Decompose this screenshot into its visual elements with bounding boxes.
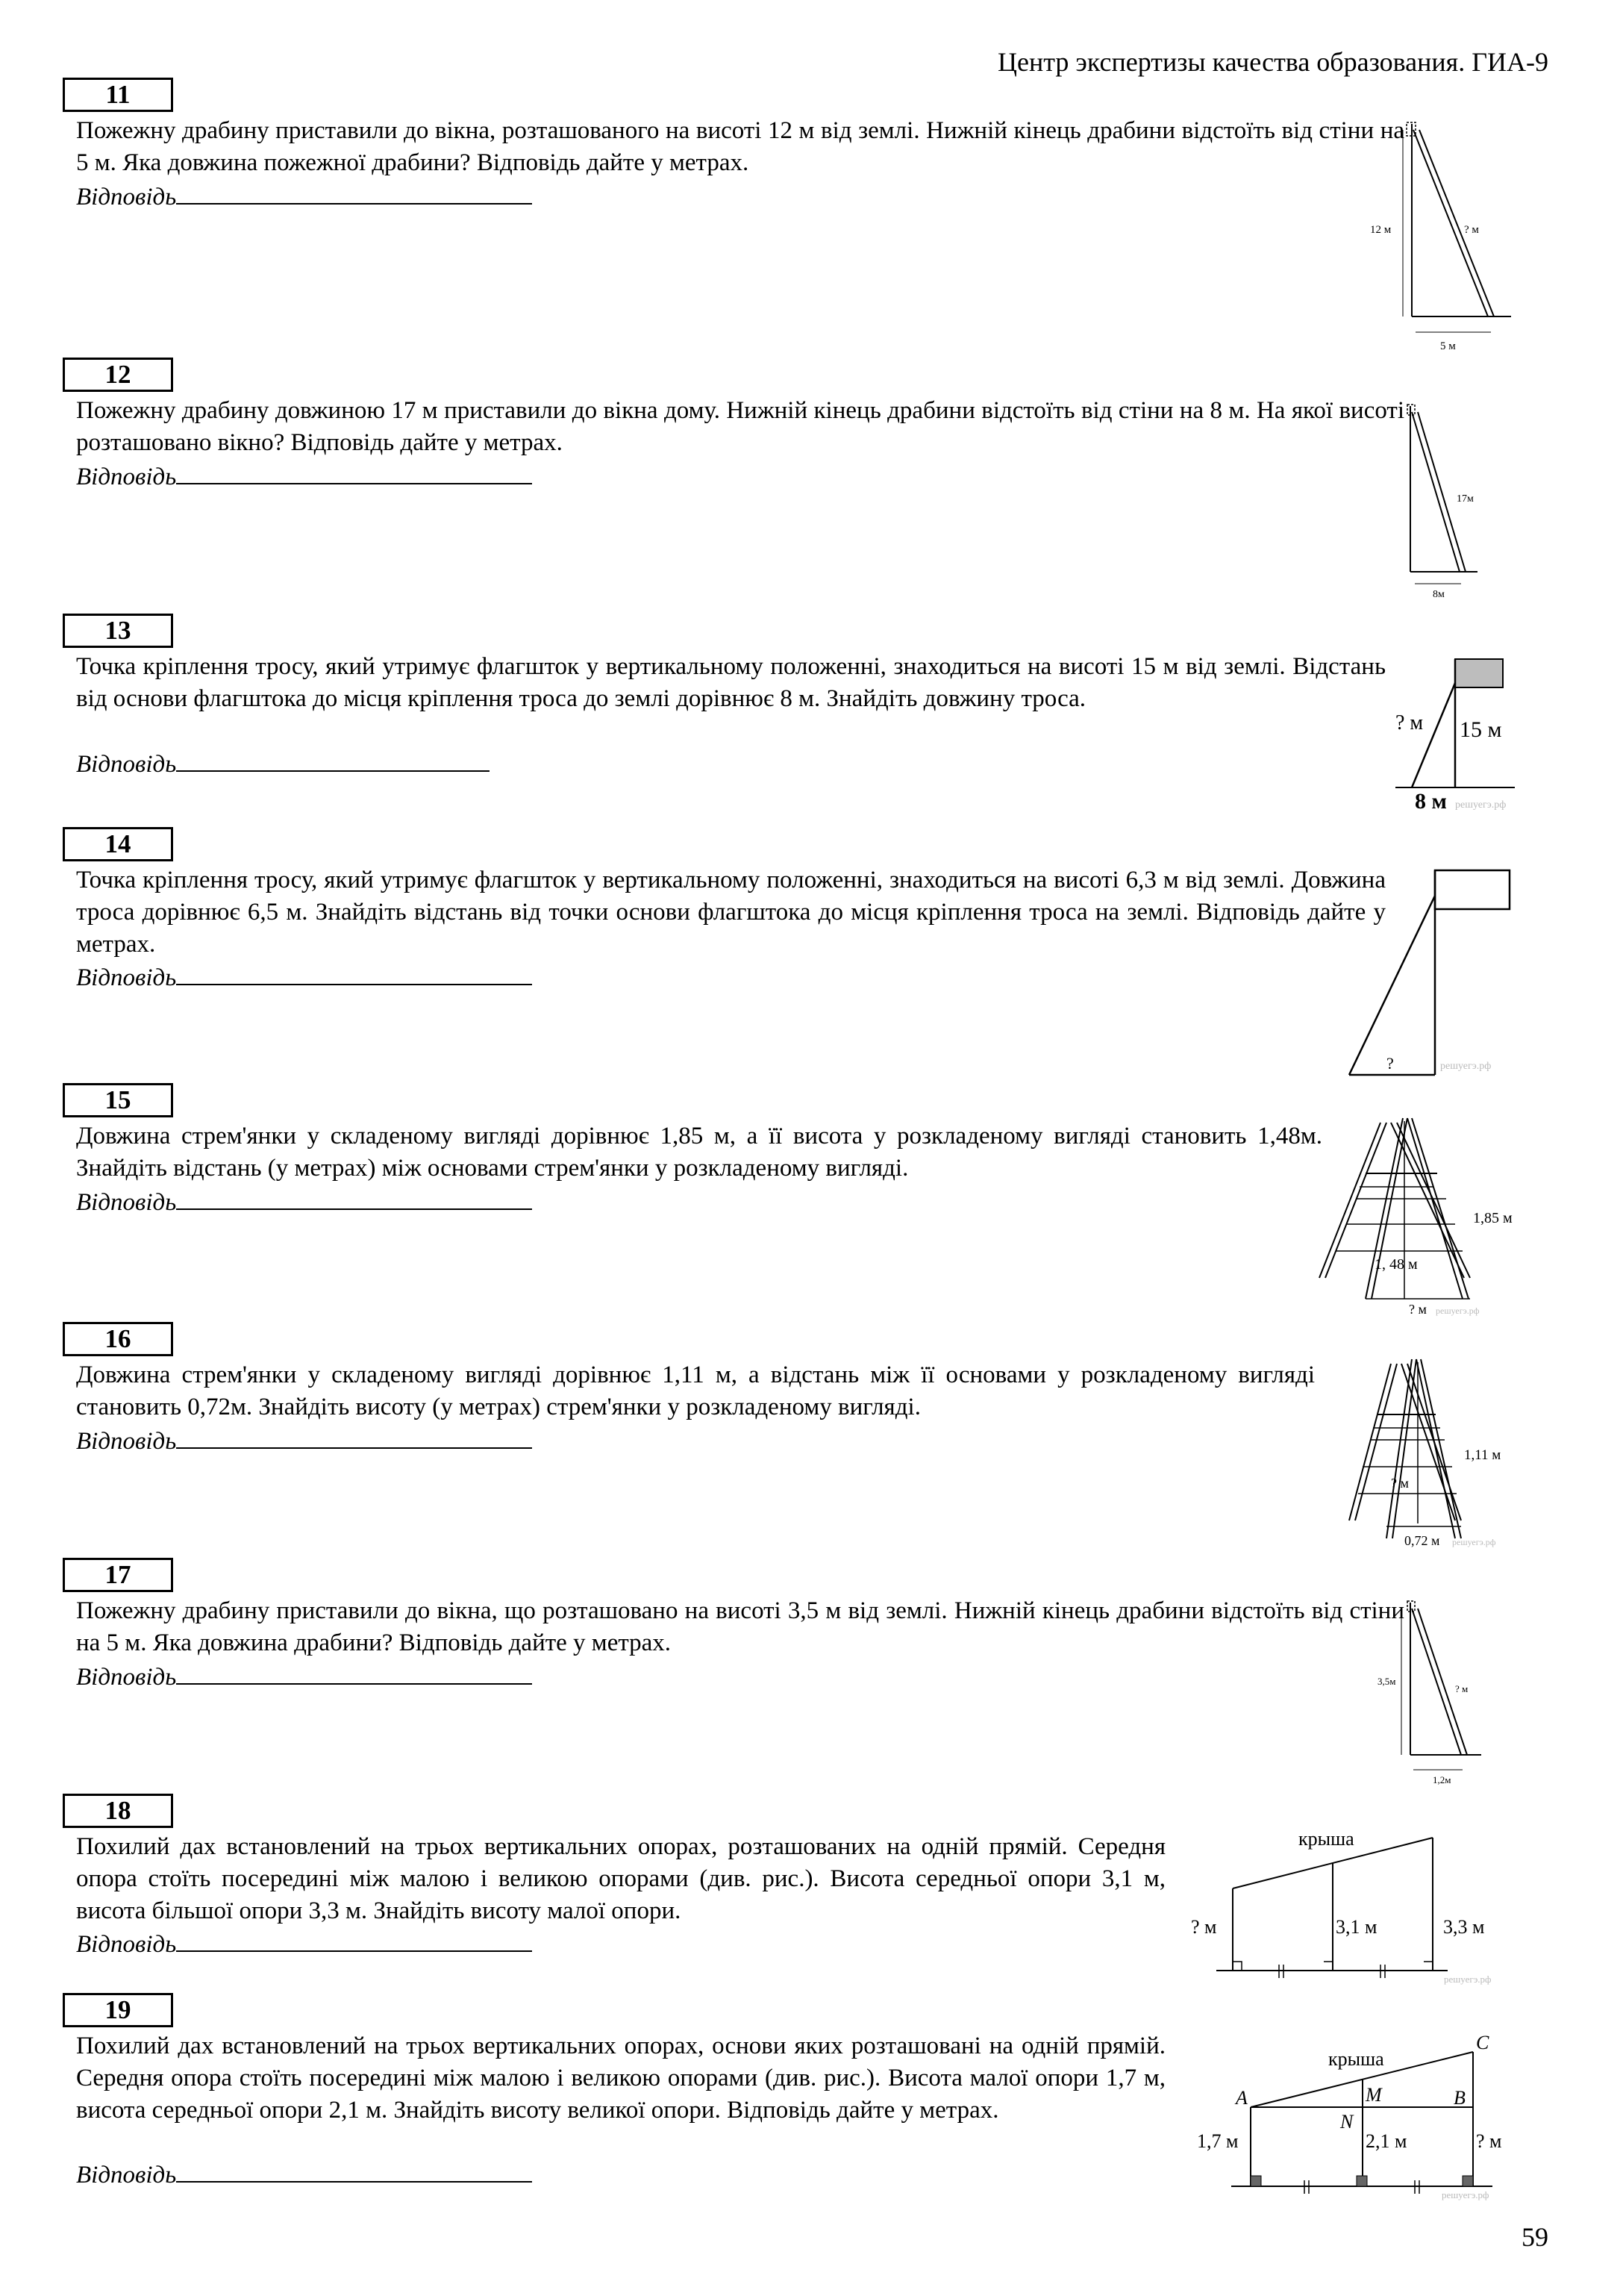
problem-text: Довжина стрем'янки у складеному вигляді дорівнює 1,11 м, а відстань між її основами у розкладеному вигляді становить 0,72м. Знайдіть висоту (у метрах) стрем'янки у розкладеному вигляді.: [76, 1361, 1315, 1420]
label-base: 1,2м: [1433, 1774, 1451, 1785]
figure-ladder-17: [1366, 1594, 1515, 1795]
label-height: 3,5м: [1377, 1676, 1396, 1687]
problem-number: 13: [63, 614, 173, 648]
problem-number: 15: [63, 1083, 173, 1117]
label-length: 1,11 м: [1464, 1447, 1501, 1463]
problem-text: Похилий дах встановлений на трьох вертикальних опорах, основи яких розташовані на одній прямій. Середня опора стоїть посередині між малою і великою опорами (див. рис.). Висота малої опори 1,7 м, висота середньої опори 2,1 м. Знайдіть висоту великої опори. Відповідь дайте у метрах.: [76, 2033, 1166, 2124]
label-height: 12 м: [1370, 224, 1392, 236]
label-base: 0,72 м: [1404, 1533, 1440, 1548]
answer-line[interactable]: [176, 181, 532, 205]
label-point-a: A: [1236, 2087, 1248, 2109]
answer-label: Відповідь: [76, 751, 177, 778]
problem-number: 17: [63, 1558, 173, 1592]
label-point-n: N: [1340, 2111, 1354, 2133]
figure-flagpole-14: [1336, 858, 1530, 1082]
page-number: 59: [1522, 2222, 1548, 2252]
answer-line[interactable]: [176, 2159, 532, 2183]
answer-field[interactable]: [76, 1928, 532, 1959]
answer-label: Відповідь: [76, 1664, 177, 1691]
label-middle: 3,1 м: [1336, 1916, 1377, 1938]
label-roof: крыша: [1298, 1828, 1354, 1850]
answer-field[interactable]: [76, 1661, 532, 1691]
watermark: решуегэ.рф: [1440, 1061, 1492, 1072]
answer-field[interactable]: [76, 1186, 532, 1217]
watermark: решуегэ.рф: [1436, 1305, 1480, 1316]
label-large: 3,3 м: [1443, 1916, 1485, 1938]
answer-line[interactable]: [176, 461, 532, 484]
problem-text: Похилий дах встановлений на трьох вертикальних опорах, розташованих на одній прямій. Середня опора стоїть посередині між малою і великою опорами (див. рис.). Висота середньої опори 3,1 м, висота більшої опори 3,3 м. Знайдіть висоту малої опори.: [76, 1833, 1166, 1924]
problem-text: Пожежну драбину приставили до вікна, розташованого на висоті 12 м від землі. Нижній кінець драбини відстоїть від стіни на 5 м. Яка довжина пожежної драбини? Відповідь дайте у метрах.: [76, 117, 1404, 176]
label-length: ? м: [1464, 224, 1479, 236]
answer-field[interactable]: [76, 961, 532, 992]
answer-line[interactable]: [176, 1186, 532, 1210]
watermark: решуегэ.рф: [1442, 2189, 1489, 2200]
problem-number: 12: [63, 358, 173, 392]
answer-label: Відповідь: [76, 2162, 177, 2189]
watermark: решуегэ.рф: [1444, 1974, 1492, 1985]
label-height: 15 м: [1460, 717, 1502, 742]
answer-field[interactable]: [76, 1425, 532, 1456]
label-base: 5 м: [1440, 340, 1456, 352]
answer-label: Відповідь: [76, 184, 177, 210]
figure-roof-18: [1186, 1821, 1515, 1985]
answer-field[interactable]: [76, 181, 532, 211]
label-unknown: ?: [1386, 1054, 1394, 1073]
answer-label: Відповідь: [76, 964, 177, 991]
answer-label: Відповідь: [76, 464, 177, 490]
label-roof: крыша: [1328, 2048, 1384, 2070]
answer-line[interactable]: [176, 1928, 532, 1952]
label-base: 8 м: [1415, 789, 1447, 814]
answer-label: Відповідь: [76, 1428, 177, 1455]
label-height: ? м: [1391, 1476, 1409, 1491]
problem-text: Точка кріплення тросу, який утримує флагшток у вертикальному положенні, знаходиться на висоті 15 м від землі. Відстань від основи флагштока до місця кріплення троса до землі дорівнює 8 м. Знайдіть довжину троса.: [76, 653, 1386, 712]
watermark: решуегэ.рф: [1455, 799, 1507, 811]
watermark: решуегэ.рф: [1452, 1537, 1496, 1547]
label-middle: 2,1 м: [1366, 2130, 1407, 2152]
problem-text: Довжина стрем'янки у складеному вигляді дорівнює 1,85 м, а її висота у розкладеному вигляді становить 1,48м. Знайдіть відстань (у метрах) між основами стрем'янки у розкладеному вигляді.: [76, 1123, 1322, 1182]
label-point-m: M: [1366, 2084, 1382, 2106]
problem-number: 14: [63, 827, 173, 861]
label-length: 1,85 м: [1473, 1210, 1513, 1226]
problem-number: 16: [63, 1322, 173, 1356]
figure-roof-19: [1186, 2027, 1515, 2206]
label-small: 1,7 м: [1197, 2130, 1239, 2152]
label-base: ? м: [1409, 1302, 1427, 1317]
answer-line[interactable]: [176, 1661, 532, 1685]
figure-flagpole-13: [1388, 653, 1537, 814]
answer-line[interactable]: [176, 961, 532, 985]
figure-stepladder-16: [1343, 1355, 1537, 1553]
problem-number: 18: [63, 1794, 173, 1828]
problem-number: 19: [63, 1993, 173, 2027]
figure-stepladder-15: [1313, 1112, 1530, 1317]
answer-label: Відповідь: [76, 1931, 177, 1958]
figure-ladder-11: [1343, 112, 1537, 366]
label-rope: ? м: [1395, 711, 1424, 734]
label-small: ? м: [1191, 1916, 1217, 1938]
answer-line[interactable]: [176, 748, 490, 772]
problem-text: Точка кріплення тросу, який утримує флагшток у вертикальному положенні, знаходиться на висоті 6,3 м від землі. Довжина троса дорівнює 6,5 м. Знайдіть відстань від точки основи флагштока до місця кріплення троса на землі. Відповідь дайте у метрах.: [76, 867, 1386, 958]
problem-number: 11: [63, 78, 173, 112]
problem-text: Пожежну драбину довжиною 17 м приставили до вікна дому. Нижній кінець драбини відстоїть від стіни на 8 м. На якої висоті розташовано вікно? Відповідь дайте у метрах.: [76, 397, 1404, 456]
problem-text: Пожежну драбину приставили до вікна, що розташовано на висоті 3,5 м від землі. Нижній кінець драбини відстоїть від стіни на 5 м. Яка довжина драбини? Відповідь дайте у метрах.: [76, 1597, 1404, 1656]
answer-field[interactable]: [76, 2159, 532, 2189]
page-header: Центр экспертизы качества образования. ГИА-9: [998, 47, 1548, 77]
answer-field[interactable]: [76, 748, 490, 779]
answer-field[interactable]: [76, 461, 532, 491]
figure-ladder-12: [1380, 396, 1515, 605]
answer-label: Відповідь: [76, 1189, 177, 1216]
answer-line[interactable]: [176, 1425, 532, 1449]
label-point-b: B: [1454, 2087, 1466, 2109]
label-base: 8м: [1433, 589, 1445, 600]
label-length: ? м: [1455, 1683, 1469, 1694]
label-large: ? м: [1476, 2130, 1502, 2152]
label-height: 1, 48 м: [1375, 1256, 1418, 1273]
label-length: 17м: [1457, 493, 1474, 505]
label-point-c: C: [1476, 2032, 1489, 2053]
